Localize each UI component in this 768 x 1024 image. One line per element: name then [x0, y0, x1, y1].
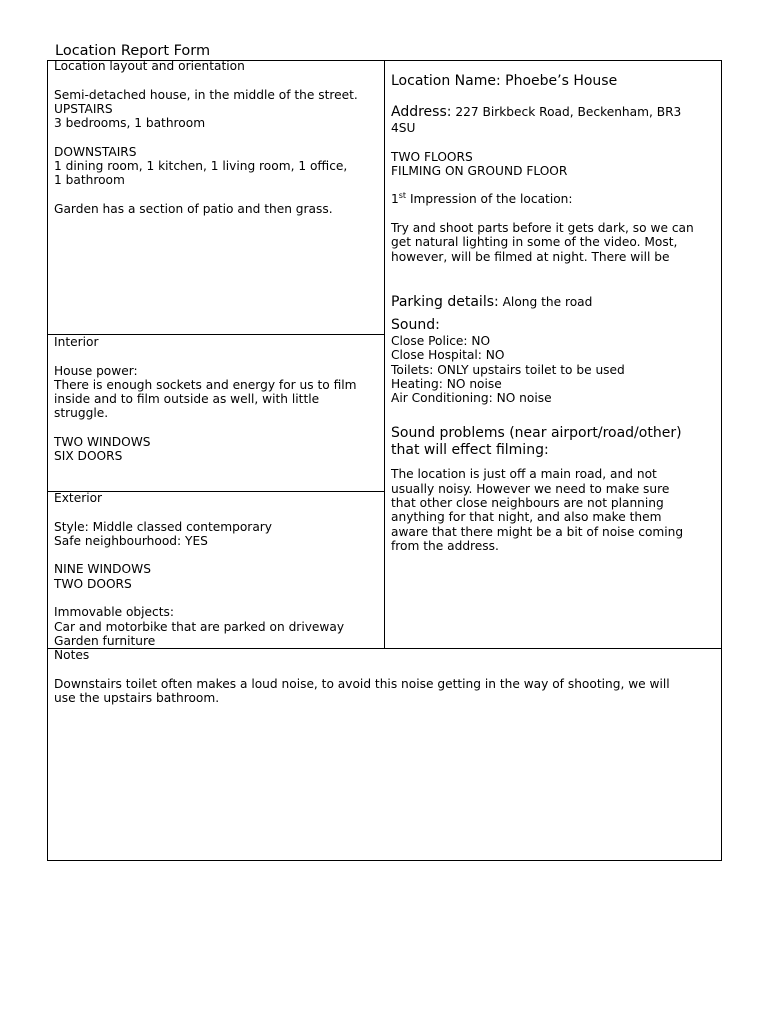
layout-line: Semi-detached house, in the middle of the street. [54, 87, 358, 102]
exterior-heading: Exterior [54, 491, 103, 505]
sound-item: Close Police: NO [391, 333, 491, 348]
layout-line [54, 188, 378, 202]
parking-value: Along the road [502, 294, 593, 309]
interior-line: TWO WINDOWS [54, 435, 151, 450]
layout-line: 3 bedrooms, 1 bathroom [54, 116, 206, 131]
exterior-line: Car and motorbike that are parked on driveway [54, 619, 345, 634]
sound-problems-line: aware that there might be a bit of noise coming [391, 524, 684, 539]
layout-line [54, 130, 378, 144]
filming-floor: FILMING ON GROUND FLOOR [391, 163, 568, 178]
address-line-1: 227 Birkbeck Road, Beckenham, BR3 [455, 105, 682, 119]
address [391, 104, 715, 121]
parking-label: Parking details: [391, 293, 499, 310]
exterior-line [54, 548, 378, 562]
notes-line: use the upstairs bathroom. [54, 690, 220, 705]
layout-line: Garden has a section of patio and then grass. [54, 201, 333, 216]
sound-problems-line: The location is just off a main road, and not [391, 467, 657, 482]
notes-section [48, 648, 721, 705]
layout-heading: Location layout and orientation [54, 59, 245, 73]
exterior-line: Safe neighbourhood: YES [54, 533, 208, 548]
impression-heading [391, 192, 715, 206]
sound-problems-heading: Sound problems (near airport/road/other) [391, 425, 682, 442]
layout-line: UPSTAIRS [54, 101, 113, 116]
exterior-line: Style: Middle classed contemporary [54, 519, 273, 534]
exterior-line: TWO DOORS [54, 576, 132, 591]
layout-line: 1 bathroom [54, 173, 125, 188]
layout-line: DOWNSTAIRS [54, 144, 137, 159]
sound-item: Close Hospital: NO [391, 348, 505, 363]
impression-line: get natural lighting in some of the video. Most, [391, 235, 678, 250]
sound-item: Toilets: ONLY upstairs toilet to be used [391, 362, 625, 377]
address-label: Address: [391, 104, 452, 120]
interior-line: SIX DOORS [54, 449, 123, 464]
notes-heading: Notes [54, 648, 90, 662]
sound-problems-line: usually noisy. However we need to make sure [391, 481, 670, 496]
interior-line: inside and to film outside as well, with little [54, 392, 320, 407]
layout-line: 1 dining room, 1 kitchen, 1 living room, 1 office, [54, 159, 348, 174]
floors: TWO FLOORS [391, 149, 473, 164]
sound-heading: Sound: [391, 316, 440, 333]
impression-suffix: st [398, 191, 407, 201]
interior-line [54, 421, 378, 435]
impression-label: Impression of the location: [409, 192, 573, 207]
interior-line: struggle. [54, 406, 109, 421]
sound-problems-line: that other close neighbours are not planning [391, 496, 664, 511]
form-title: Location Report Form [55, 43, 211, 59]
layout-section [48, 59, 384, 216]
impression-number: 1 [391, 192, 399, 207]
sound-problems-heading: that will effect filming: [391, 442, 549, 459]
interior-heading: Interior [54, 335, 99, 349]
exterior-section [48, 491, 384, 648]
sound-item: Air Conditioning: NO noise [391, 391, 552, 406]
notes-line: Downstairs toilet often makes a loud noise, to avoid this noise getting in the way of shooting, we will [54, 676, 670, 691]
sound-problems-line: anything for that night, and also make them [391, 510, 662, 525]
right-column [385, 73, 721, 553]
interior-section [48, 335, 384, 464]
sound-problems-line: from the address. [391, 538, 499, 553]
interior-line: House power: [54, 363, 138, 378]
exterior-line: NINE WINDOWS [54, 562, 151, 577]
impression-line: Try and shoot parts before it gets dark, so we can [391, 221, 694, 236]
exterior-line [54, 591, 378, 605]
exterior-line: Garden furniture [54, 633, 156, 648]
address-line-2: 4SU [391, 121, 416, 135]
impression-line: however, will be filmed at night. There will be [391, 249, 670, 264]
parking-details [391, 294, 715, 311]
sound-item: Heating: NO noise [391, 376, 502, 391]
location-name: Location Name: Phoebe’s House [391, 73, 618, 89]
exterior-line: Immovable objects: [54, 605, 174, 620]
interior-line: There is enough sockets and energy for us to film [54, 377, 357, 392]
